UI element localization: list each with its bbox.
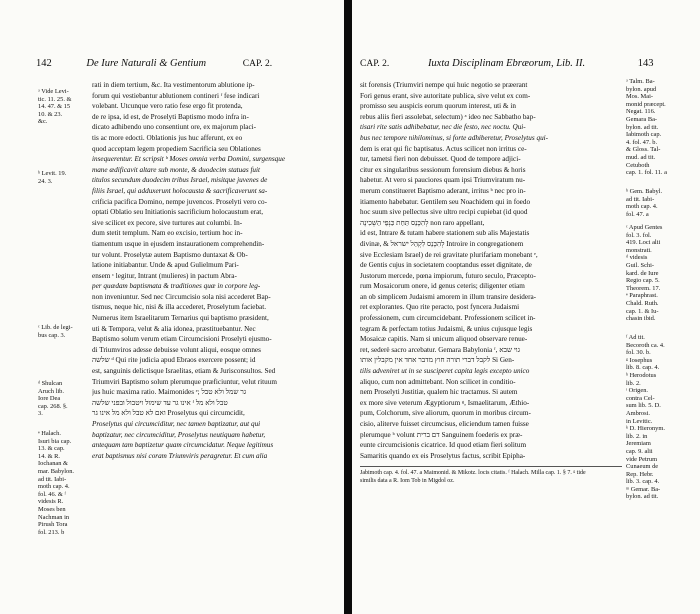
text-line: jus huic maxima ratio. Maimonides ᵉ; גר שמל ולא טבל xyxy=(92,388,247,397)
text-line: שלשה ᵈ Qui rite judicia apud Ebraos exercere possent; id xyxy=(92,356,256,365)
text-line: promisso seu auspicis eorum quorum interest, uti & in xyxy=(360,102,516,111)
text-line: non inveniuntur. Sed nec Circumcisio sola nisi accederet Bap- xyxy=(92,292,271,301)
text-line: rebus aliis fieri assolebat, selectum) ᵃ ideo nec Sabbatho bap- xyxy=(360,112,536,121)
text-line: dum stetit templum. Nam eo excisio, tertium hoc in- xyxy=(92,229,243,238)
text-line: לְהִכָּנֵס תַּחַת כַּנְפֵי הַשְּׁכִינָה non raro appellant, xyxy=(360,218,485,227)
page-number: 143 xyxy=(637,58,654,69)
text-line: dem is erat qui fic baptisatus. Actus scilicet non irritus ce- xyxy=(360,144,527,153)
text-line: titulos secundum duodecim tribus Israel, misitque juvenes de xyxy=(92,176,268,185)
margin-note: ᵇ Levit. 19. 24. 3. xyxy=(38,170,67,185)
text-line: de Gentis cujus in societatem cooptandus esset dignitate, de xyxy=(360,261,532,270)
margin-note: ᶠ Ad tit. Becoroth ca. 4. fol. 30. b. ᵍ Iosephus lib. 8. cap. 4. ᵇ Herodotus lib. 2. ᶦ Origen. contra Cel- sum lib. 5. D. Ambrosi. in Levitic. ᵏ D. Hieronym. lib. 2. in Jeremiam cap. 9. alii vide Petrum Cunaeum de Rep. Hebr. lib. 3. cap. 4. ᵐ Gemar. Ba- bylon. ad tit. xyxy=(626,334,665,501)
text-line: Fori genus erant, sive autoritate publica, sive velut ex com- xyxy=(360,91,531,100)
text-line: bus nec tempore nihilominus, si forte adhiberetur, Proselytus qui- xyxy=(360,133,549,142)
text-line: citur ex singularibus sessionum forensium diebus & horis xyxy=(360,165,526,174)
text-line: Mosaicæ capitis. Nam si unicum aliquod observare renue- xyxy=(360,335,528,344)
margin-note: ᵃ Talm. Ba- bylon. apud Mos. Mai- monid præcept. Negat. 116. Gemara Ba- bylon. ad tit. Iabimoth cap. 4. fol. 47. b. & Gloss. Tal- mud. ad tit. Cetuboth cap. 1. fol. 11. a xyxy=(626,78,667,177)
chapter-label: CAP. 2. xyxy=(242,59,273,69)
text-line: rum Mosaicorum onere, id genus ceteris; diligenter etiam xyxy=(360,282,525,291)
text-line: merum constitueret Baptismo aderant, irritus ᵇ nec pro in- xyxy=(360,186,526,195)
text-line: Numerus item Israelitarum Ternarius qui baptismo præsident, xyxy=(92,314,269,323)
text-line: id est, Intrare & tutam habere stationem sub alis Majestatis xyxy=(360,229,530,238)
text-line: אינו גר עד שימול ויטבול ובפני שלשה ᶠ טבל ולא מל xyxy=(92,398,228,407)
text-line: tisari rite satis adhibebatur, nec die festo, nec noctu. Qui- xyxy=(360,123,526,132)
text-line: eunte circumcisionis cicatrice. Id quod etiam fieri solitum xyxy=(360,441,527,450)
text-line: tur, tametsi fieri non debuisset. Quod de tempore adjici- xyxy=(360,155,521,164)
text-line: dicato adhibendo uno consentiunt ore, ex majorum placi- xyxy=(92,123,257,132)
footnote-rule xyxy=(360,466,622,467)
text-line: Baptismo solum verum etiam Circumcisioni Proselyti ejusmo- xyxy=(92,335,272,344)
right-page xyxy=(352,0,700,614)
text-line: pum, Colchorum, sive aliorum, quorum in moribus circum- xyxy=(360,409,531,418)
text-line: volebant. Utcunque vero ratio fese ergo fit protenda, xyxy=(92,102,243,111)
margin-note: ᵃ Vide Levi- tic. 11. 25. & 14. 47. & 15 10. & 23. &c. xyxy=(38,88,72,126)
text-line: rati in diem tertium, &c. Ita vestimentorum ablutione ip- xyxy=(92,81,255,89)
text-line: sive Ecclesiam Israel) de rei gravitate plurifariam monebant ᵉ, xyxy=(360,250,538,259)
text-line: per quædam baptismata & traditiones quæ in corpore leg- xyxy=(92,282,261,291)
text-line: plerumque ᵇ volunt דם ברית Sanguinem foederis ex præ- xyxy=(360,430,523,439)
footnote-line: similis data a R. Iom Tob in Migdol oz. xyxy=(360,478,455,484)
text-line: de re ipsa, id est, de Proselyti Baptismo modo infra in- xyxy=(92,112,249,121)
text-line: uti & Tempora, velut & alia idonea, præstituebantur. Nec xyxy=(92,324,256,333)
margin-note: ᵇ Gem. Babyl. ad tit. Iabi- moth cap. 4. fol. 47. a xyxy=(626,188,663,218)
text-line: ואם לא טבל ולא מל אינו גר Proselytus qui circumcidit, xyxy=(92,409,245,418)
text-line: ex more sive veterum Ægyptiorum ᵍ, Ismaelitarum, Æthio- xyxy=(360,398,530,407)
running-head xyxy=(36,58,272,69)
text-line: Triumviri Baptismo solum plerumque præficiuntur, velut rituum xyxy=(92,377,277,386)
margin-note: ᶜ Lib. de legi- bus cap. 3. xyxy=(38,324,73,339)
text-line: itiamento habebatur. Gentilem seu Noachidem qui in foedo xyxy=(360,197,531,206)
text-line: ret, sederè sacro arcebatur. Gemara Babylonia ᶠ, גוי שבא xyxy=(360,345,520,354)
text-line: לקבל דברי תורה חוץ מדבר אחד אין מקבלין אותו Si Gen- xyxy=(360,356,515,365)
text-line: est, sanguinis delictisque Israelitas, etiam & Jurisconsultos. Sed xyxy=(92,367,276,376)
text-line: baptizatur, nec circumciditur, Proselytus neutiquam habetur, xyxy=(92,430,266,439)
text-line: tismus, neque hic, nisi & illa accederet, Proselytum faciebat. xyxy=(92,303,267,312)
margin-note: ᶜ Apud Gentes fol. 3. fol. 419. Loci alii monstrati. ᵈ videsis Guil. Schi- kard. de Iure Regio cap. 5. Theorem. 17. ᵉ Paraphrast. Chald. Ruth. cap. 1. & Iu- chasin ibid. xyxy=(626,224,663,323)
text-line: Justorum mercede, pœna impiorum, futuro seculo, Præcepto- xyxy=(360,271,536,280)
text-line: optati Oblatio seu Initiationis sacrificium holocaustum erat, xyxy=(92,208,264,217)
page-number: 142 xyxy=(36,58,52,69)
text-line: insequerentur. Et scripsit ᵇ Moses omnia verba Domini, surgensque xyxy=(92,155,286,164)
text-line: ensem ᶜ legitur, Intrant (mulieres) in pactum Abra- xyxy=(92,271,237,280)
text-line: Samaritis quando ex eis Proselytus factus, scribit Epipha- xyxy=(360,451,526,460)
left-page xyxy=(0,0,344,614)
text-line: sive scilicet ex pecore, sive turtures aut columbi. In- xyxy=(92,218,243,227)
text-line: latione initiabantur. Unde & apud Gulielmum Pari- xyxy=(92,261,239,270)
text-line: filiis Israel, qui adduxerunt holocausta & sacrificaverunt sa- xyxy=(92,186,268,195)
running-title: Iuxta Disciplinam Ebræorum, Lib. II. xyxy=(427,58,586,69)
text-line: cisio, aliterve fuisset circumcisus, eliciendum tamen fuisse xyxy=(360,420,529,428)
text-line: crificia pacifica Domino, nempe juvencos. Proselyti vero co- xyxy=(92,197,268,206)
text-line: professionem, cum circumcidebant. Professionem scilicet in- xyxy=(360,314,536,323)
text-line: Proselytus qui circumciditur, nec tamen baptizatur, aut qui xyxy=(92,420,261,428)
running-head xyxy=(360,58,654,69)
text-line: tis ac more edocti. Oblationis jus huc afferunt, ex eo xyxy=(92,133,243,142)
text-line: aliquo, cum non admittebant. Non scilicet in conditio- xyxy=(360,377,516,386)
text-line: tegram & perfectam totius Judaismi, & unius cujusque legis xyxy=(360,324,533,333)
text-line: habetur. At vero si pauciores quam ipsi Triumviratum nu- xyxy=(360,176,526,185)
text-line: di Triumviros adesse debuisse volunt aliqui, eosque omnes xyxy=(92,345,261,354)
text-line: divinæ, & לְהִכָּנֵס לִקְהַל ישראל Introire in congregationem xyxy=(360,239,524,248)
footnote-line: Jabimoth cap. 4. fol. 47. a Maimonid. & Mikotz. locis citatis. ᶠ Halach. Milla cap. 1. § 7. ᵍ tide xyxy=(360,470,586,476)
text-line: tilis adveniret ut in se susciperet capita legis excepto unico xyxy=(360,367,530,376)
book-gutter xyxy=(344,0,352,614)
chapter-label: CAP. 2. xyxy=(360,59,390,69)
body-text xyxy=(92,80,340,461)
margin-note: ᵈ Shulcan Aruch lib. Iore Dea cap. 268. §. 3. xyxy=(38,380,68,418)
text-line: tiamentum usque in ejusdem instaurationem comprehendin- xyxy=(92,239,265,248)
text-line: antequam tam baptizetur quam circumcidatur. Neque legitimus xyxy=(92,441,274,450)
footnotes xyxy=(360,469,622,485)
text-line: forum qui vestiebantur ablutionem contineri ᶠ fese indicari xyxy=(92,91,260,100)
body-text xyxy=(360,80,622,461)
margin-note: ᵉ Halach. Isuri bia cap. 13. & cap. 14. & R. Iochanan & mar. Babylon. ad tit. Iabi- moth cap. 4. fol. 46. & ᶠ videsis R. Moses ben Nachman in Pirush Tora fol. 213. b xyxy=(38,430,75,536)
text-line: an ob simplicem Judaismi amorem in illum transire desidera- xyxy=(360,292,537,301)
text-line: nem Proselyti Justitiæ, qualem hic tractamus. Si autem xyxy=(360,388,518,397)
text-line: hoc suum sive pellectus sive ultro recipi cupiebat (id quod xyxy=(360,208,528,217)
text-line: quod acceptam legem propediem Sacrificia seu Oblationes xyxy=(92,144,261,153)
text-line: tur volunt. Proselytæ autem Baptismo duntaxat & Ob- xyxy=(92,250,248,259)
text-line: mane ædificavit altare sub monte, & duodecim statuas fuit xyxy=(92,165,261,174)
text-line: ret explorantes. Quo rite peracto, post fyncera Judaismi xyxy=(360,303,520,312)
running-title: De Iure Naturali & Gentium xyxy=(86,58,207,69)
text-line: erat baptismus nisi coram Triumviris peragretur. Et cum alia xyxy=(92,451,268,460)
text-line: sit forensis (Triumviri nempe qui huic negotio se præerant xyxy=(360,81,528,89)
